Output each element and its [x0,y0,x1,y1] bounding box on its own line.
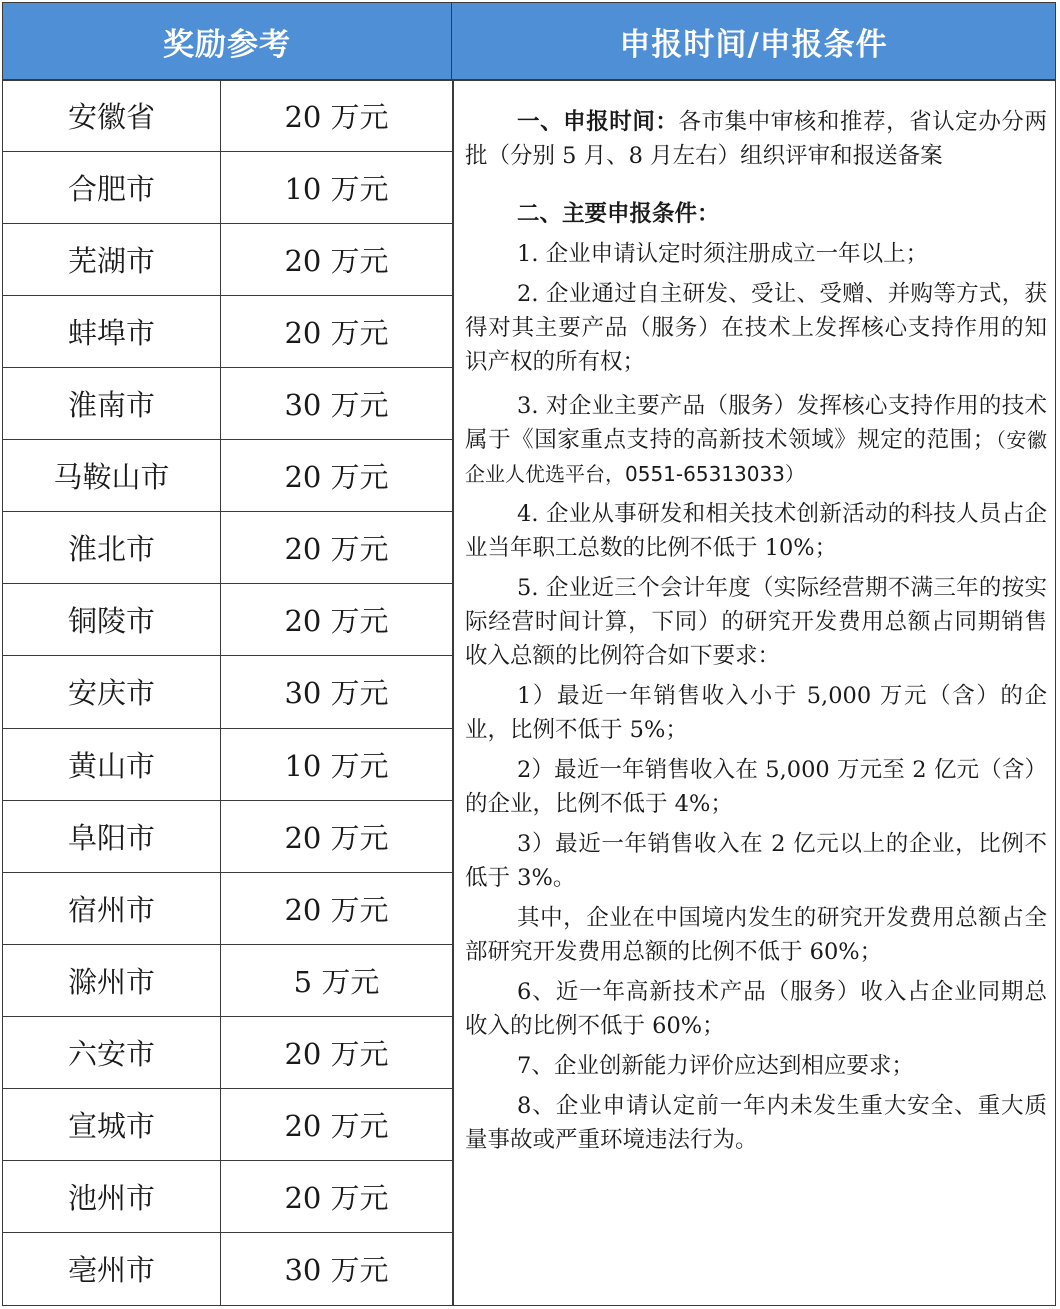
condition-3-text: 3. 对企业主要产品（服务）发挥核心支持作用的技术属于《国家重点支持的高新技术领域》规定的范围； [465,393,1047,453]
reward-row [3,1161,452,1233]
region-cell: 阜阳市 [3,801,221,872]
condition-7: 7、企业创新能力评价应达到相应要求； [517,1053,914,1079]
reward-row [3,1089,452,1161]
reward-row [3,512,452,584]
amount-cell: 5 万元 [293,964,380,999]
amount-cell: 30 万元 [284,676,389,711]
condition-3-note: （安徽企业人优选平台，0551-65313033） [465,428,1047,486]
region-cell: 淮南市 [3,368,221,439]
amount-cell: 20 万元 [284,1180,389,1215]
region-cell: 亳州市 [3,1233,221,1305]
amount-cell: 30 万元 [284,1253,389,1288]
region-cell: 淮北市 [3,512,221,583]
region-cell: 黄山市 [3,729,221,800]
reward-row [3,729,452,801]
condition-5: 5. 企业近三个会计年度（实际经营期不满三年的按实际经营时间计算，下同）的研究开发费用总额占同期销售收入总额的比例符合如下要求： [465,575,1047,669]
region-cell: 宣城市 [3,1089,221,1160]
amount-cell: 20 万元 [284,820,389,855]
region-cell: 芜湖市 [3,224,221,295]
amount-cell: 10 万元 [284,748,389,783]
reward-row [3,80,452,152]
amount-cell: 20 万元 [284,604,389,639]
reward-row [3,1017,452,1089]
reward-row [3,296,452,368]
header-reward-reference: 奖励参考 [3,3,452,79]
amount-cell: 20 万元 [284,244,389,279]
column-divider [452,80,454,1305]
policy-table [2,2,1056,1306]
amount-cell: 30 万元 [284,388,389,423]
condition-5-3: 3）最近一年销售收入在 2 亿元以上的企业，比例不低于 3%。 [465,831,1047,891]
region-cell: 合肥市 [3,152,221,223]
reward-row [3,945,452,1017]
amount-cell: 20 万元 [284,100,389,135]
condition-5-2: 2）最近一年销售收入在 5,000 万元至 2 亿元（含）的企业，比例不低于 4%； [465,757,1047,817]
reward-row [3,656,452,728]
amount-cell: 20 万元 [284,532,389,567]
amount-cell: 20 万元 [284,1108,389,1143]
region-cell: 安庆市 [3,656,221,727]
conditions-text [465,105,1047,1157]
condition-6: 6、近一年高新技术产品（服务）收入占企业同期总收入的比例不低于 60%； [465,979,1047,1039]
header-application-time-conditions: 申报时间/申报条件 [452,3,1055,79]
amount-cell: 20 万元 [284,316,389,351]
condition-2: 2. 企业通过自主研发、受让、受赠、并购等方式，获得对其主要产品（服务）在技术上发挥核心支持作用的知识产权的所有权； [465,281,1047,375]
reward-row [3,224,452,296]
reward-row [3,1233,452,1305]
reward-row [3,584,452,656]
amount-cell: 20 万元 [284,892,389,927]
region-cell: 铜陵市 [3,584,221,655]
amount-cell: 20 万元 [284,460,389,495]
region-cell: 六安市 [3,1017,221,1088]
reward-list [3,80,452,1305]
region-cell: 蚌埠市 [3,296,221,367]
condition-3 [465,389,1047,491]
reward-row [3,801,452,873]
time-heading: 一、申报时间： [517,109,679,135]
amount-cell: 10 万元 [284,172,389,207]
reward-row [3,440,452,512]
condition-1: 1. 企业申请认定时须注册成立一年以上； [517,241,929,267]
time-paragraph [465,105,1047,173]
condition-5-4: 其中，企业在中国境内发生的研究开发费用总额占全部研究开发费用总额的比例不低于 60%； [465,905,1047,965]
condition-8: 8、企业申请认定前一年内未发生重大安全、重大质量事故或严重环境违法行为。 [465,1093,1047,1153]
amount-cell: 20 万元 [284,1036,389,1071]
reward-row [3,368,452,440]
region-cell: 池州市 [3,1161,221,1232]
region-cell: 宿州市 [3,873,221,944]
region-cell: 安徽省 [3,80,221,151]
reward-row [3,152,452,224]
conditions-heading: 二、主要申报条件： [517,201,720,227]
reward-row [3,873,452,945]
condition-5-1: 1）最近一年销售收入小于 5,000 万元（含）的企业，比例不低于 5%； [465,683,1047,743]
region-cell: 马鞍山市 [3,440,221,511]
region-cell: 滁州市 [3,945,221,1016]
condition-4: 4. 企业从事研发和相关技术创新活动的科技人员占企业当年职工总数的比例不低于 10%； [465,501,1047,561]
time-text: 各市集中审核和推荐，省认定办分两批（分别 5 月、8 月左右）组织评审和报送备案 [465,109,1047,169]
